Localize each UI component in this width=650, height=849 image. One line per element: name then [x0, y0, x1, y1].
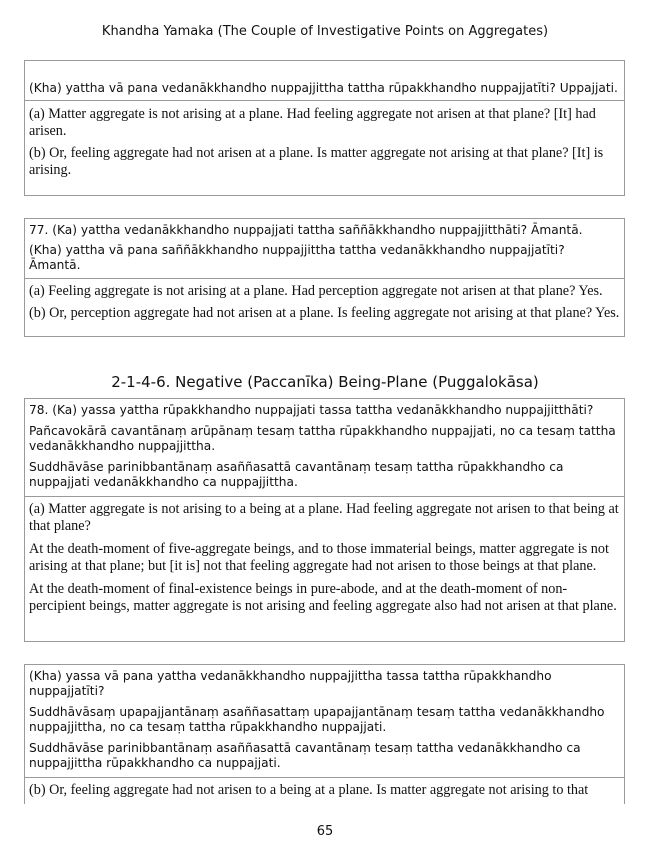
pali-section — [25, 219, 624, 278]
text-box-1 — [24, 60, 625, 196]
text-box-2 — [24, 218, 625, 337]
pali-section — [25, 399, 624, 496]
text-box-4 — [24, 664, 625, 804]
pali-line: (Kha) yattha vā pana saññākkhandho nuppajjittha tattha vedanākkhandho nuppajjatīti? Āmantā. — [29, 243, 565, 272]
running-header: Khandha Yamaka (The Couple of Investigative Points on Aggregates) — [101, 24, 549, 39]
english-section — [25, 496, 624, 615]
pali-line: (Kha) yassa vā pana yattha vedanākkhandho nuppajjittha tassa tattha rūpakkhandho nuppajjatīti? — [29, 669, 552, 698]
pali-line: Suddhāvāse parinibbantānaṃ asaññasattā cavantānaṃ tesaṃ tattha vedanākkhandho ca nuppajjittha rūpakkhandho ca nuppajjati. — [29, 741, 581, 770]
english-paragraph: At the death-moment of five-aggregate beings, and to those immaterial beings, matter aggregate is not arising at that plane; but [it is] not that feeling aggregate had not arisen to those beings at that plane. — [29, 541, 609, 574]
english-paragraph: At the death-moment of final-existence beings in pure-abode, and at the death-moment of non-percipient beings, matter aggregate is not arising and feeling aggregate also had not arisen at that plane. — [29, 581, 617, 614]
english-paragraph: (a) Matter aggregate is not arising at a plane. Had feeling aggregate not arisen at that plane? [It] had arisen. — [29, 106, 596, 139]
pali-line: 77. (Ka) yattha vedanākkhandho nuppajjati tattha saññākkhandho nuppajjitthāti? Āmantā. — [29, 223, 583, 237]
pali-line: (Kha) yattha vā pana vedanākkhandho nuppajjittha tattha rūpakkhandho nuppajjatīti? Uppajjati. — [29, 81, 618, 95]
section-heading: 2-1-4-6. Negative (Paccanīka) Being-Plane (Puggalokāsa) — [111, 373, 539, 391]
pali-line: 78. (Ka) yassa yattha rūpakkhandho nuppajjati tassa tattha vedanākkhandho nuppajjitthāti? — [29, 403, 594, 417]
pali-line: Suddhāvāse parinibbantānaṃ asaññasattā cavantānaṃ tesaṃ tattha rūpakkhandho ca nuppajjati vedanākkhandho ca nuppajjittha. — [29, 460, 564, 489]
pali-line: Suddhāvāsaṃ upapajjantānaṃ asaññasattaṃ upapajjantānaṃ tesaṃ tattha vedanākkhandho nuppajjittha, no ca tesaṃ tattha rūpakkhandho nuppajjati. — [29, 705, 605, 734]
pali-section — [25, 665, 624, 777]
pali-line: Pañcavokārā cavantānaṃ arūpānaṃ tesaṃ tattha rūpakkhandho nuppajjati, no ca tesaṃ tattha vedanākkhandho nuppajjittha. — [29, 424, 616, 453]
english-paragraph: (a) Matter aggregate is not arising to a being at a plane. Had feeling aggregate not arisen to that being at that plane? — [29, 501, 619, 534]
english-section — [25, 777, 624, 799]
english-paragraph: (b) Or, feeling aggregate had not arisen at a plane. Is matter aggregate not arising at that plane? [It] is arising. — [29, 145, 604, 178]
page-number: 65 — [316, 824, 334, 839]
text-box-3 — [24, 398, 625, 642]
pali-section — [25, 61, 624, 100]
english-section — [25, 100, 624, 179]
english-paragraph: (b) Or, perception aggregate had not arisen at a plane. Is feeling aggregate not arising at that plane? Yes. — [29, 305, 620, 321]
english-paragraph: (a) Feeling aggregate is not arising at a plane. Had perception aggregate not arisen at that plane? Yes. — [29, 283, 603, 299]
english-section — [25, 278, 624, 322]
english-paragraph: (b) Or, feeling aggregate had not arisen to a being at a plane. Is matter aggregate not arising to that — [29, 782, 589, 798]
